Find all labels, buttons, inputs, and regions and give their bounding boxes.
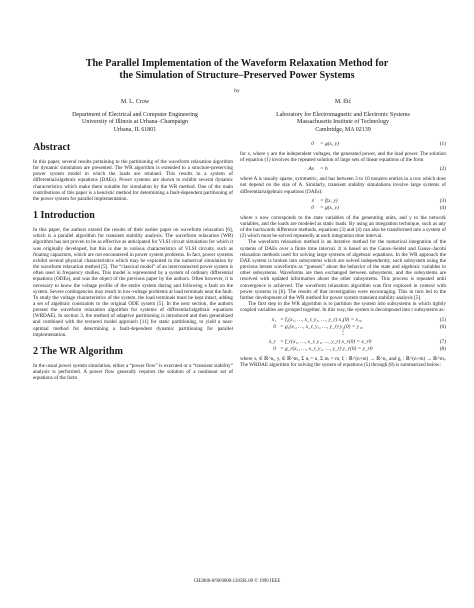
equation-lhs: 0 xyxy=(273,324,276,331)
section-2-text: In the usual power system simulation, either a “power flow” is executed or a “transient stability” analysis is performed. A power flow generally requires the solution of a nonlinear set of equations of the form xyxy=(33,362,233,382)
paragraph-5: The first step in the WR algorithm is to partition the system into subsystems in which tightly coupled variables are grouped together. In this way, the system is decomposed into r subsystems as: xyxy=(240,300,446,314)
vertical-dots: ⋮ xyxy=(340,330,346,337)
equation-rhs: = f(x, y) xyxy=(320,197,338,204)
author-block-1 xyxy=(30,99,240,134)
by-line: by xyxy=(234,88,240,94)
equation-number: (5) xyxy=(439,317,446,324)
equation-lhs: 0 xyxy=(311,204,314,211)
title-line-1: The Parallel Implementation of the Waveform Relaxation Method for xyxy=(85,58,389,69)
author-org: Massachusetts Institute of Technology xyxy=(297,119,389,126)
equation-number: (6) xyxy=(439,324,446,331)
equation-lhs: ẋ₁ xyxy=(271,317,276,324)
author-block-2 xyxy=(238,99,448,134)
equation-lhs: ẋ xyxy=(311,197,314,204)
equation-number: (4) xyxy=(439,204,446,211)
author-dept: Department of Electrical and Computer Engineering xyxy=(72,112,198,119)
right-column xyxy=(240,141,446,369)
equation-rhs: = b xyxy=(320,166,328,173)
equation-1 xyxy=(240,141,446,148)
section-2-heading: 2 The WR Algorithm xyxy=(33,345,123,357)
equation-number: (2) xyxy=(439,166,446,173)
equation-rhs: = g(x, y) xyxy=(320,141,339,147)
equation-lhs: 0 xyxy=(273,346,276,353)
abstract-heading: Abstract xyxy=(33,142,71,153)
section-1-heading: 1 Introduction xyxy=(33,210,95,222)
left-column xyxy=(33,142,233,381)
section-1-text: In this paper, the authors extend the results of their earlier paper on waveform relaxation [6], which is a parallel algorithm for transient stability analysis. The waveform relaxation (WR) algorithm has not proven to be as effective as anticipated for VLSI circuit simulation for which it was originally developed, but this is due to various characteristics of VLSI circuits, such as floating capacitors, which are not encountered in power system problems. In fact, power systems exhibit several physical characteristics which may be exploited in the numerical simulation by the waveform relaxation method [5]. The “classical model” of an interconnected power system is often used in frequency studies. This model is represented by a system of ordinary differential equations (ODEs), and was the object of the previous paper by the authors. Often however, it is necessary to know the voltage profile of the entire system during and following a fault on the system. Severe contingencies may result in low-voltage problems at load terminals near the fault. To study the voltage characteristics of the system, the load terminals must be kept intact, adding a set of algebraic constraints to the original ODE system [5]. In the next section, the authors present the waveform relaxation algorithm for systems of differential/algebraic equations (WRDAE). In section 3, the method of adaptive partitioning is introduced and then generalized and combined with the textured model approach [11] for static partitioning, to yield a near-optimal method for determining a fault-dependent dynamic partitioning for parallel implementation. xyxy=(33,227,233,338)
equation-lhs: 0 xyxy=(311,141,314,147)
equation-rhs: = g_r(x₁, …, x_r, y₁, …, y_r) y_r(0) = y_r0 xyxy=(280,346,373,353)
equation-lhs: Ax xyxy=(308,166,314,173)
paragraph-3: where x now corresponds to the state variables of the generating units, and y to the network variables, and the loads are modeled as static loads. By using an integration technique, such as any of the backwards difference methods, equations (3) and (4) can also be transformed into a system of (2) which must be solved repeatedly at each integration time interval. xyxy=(240,214,446,240)
paragraph-1: for x, where y are the independent voltages, the generated power, and the load power. The solution of equation (1) involves the repeated solution of large sets of linear equations of the form xyxy=(240,151,446,164)
paragraph-6: where xᵢ ∈ ℝ^nᵢ, yᵢ ∈ ℝ^mᵢ, Σ nᵢ = n, Σ mᵢ = m, fᵢ : ℝ^(n+m) → ℝ^nᵢ, and gᵢ : ℝ^(n+m) → ℝ^mᵢ. The WRDAE algorithm for solving the system of equations (5) through (8) is summarized below: xyxy=(240,356,446,369)
author-name: M. L. Crow xyxy=(120,99,150,105)
author-city: Urbana, IL 61801 xyxy=(113,126,157,133)
equation-rhs: = g₁(x₁, …, x_r, y₁, …, y_r) y₁(0) = y₁₀ xyxy=(280,324,363,331)
abstract-text: In this paper, several results pertaining to the partitioning of the waveform relaxation algorithm for dynamic simulation are presented. The WR algorithm is extended to a structure-preserving power system model in which the loads are retained. This results in a system of differential/algebraic equations (DAEs). Power systems are shown to exhibit several dynamic characteristics which make them suitable for simulation by the WR method. One of the main contributions of this paper is a heuristic method for determining a fault-dependent partitioning of the power system for parallel implementation. xyxy=(33,159,233,202)
author-city: Cambridge, MA 02139 xyxy=(315,126,371,133)
author-name: M. Ilić xyxy=(334,99,352,105)
author-org: University of Illinois at Urbana–Champaign xyxy=(82,119,188,126)
equation-lhs: ẋ_r xyxy=(268,339,276,346)
equation-2 xyxy=(240,166,446,173)
equation-4 xyxy=(240,205,446,212)
author-dept: Laboratory for Electromagnetic and Electronic Systems xyxy=(276,112,410,119)
equation-number: (7) xyxy=(439,339,446,346)
page-footer: CH2868-8/90/0000-1205$1.00 © 1990 IEEE xyxy=(193,579,281,584)
equation-3 xyxy=(240,198,446,205)
paragraph-4: The waveform relaxation method is an iterative method for the numerical integration of the systems of DAEs over a finite time interval. It is based on the Gauss–Seidel and Gauss–Jacobi relaxation methods used for solving large systems of algebraic equations. In the WR approach the DAE system is broken into subsystems which are solved independently, each subsystem using the previous iterate waveforms as “guesses” about the behavior of the state and algebraic variables in other subsystems. Waveforms are then exchanged between subsystems, and the subsystems are resolved with updated information about the other subsystems. This process is repeated until convergence is achieved. The waveform relaxation algorithm was first explored in context with power systems in [6]. The results of that investigation were encouraging. This in turn led to the further development of the WR method for power system transient stability analysis [5]. xyxy=(240,239,446,301)
equation-rhs: = f_r(x₁, …, x_r, y₁, …, y_r) x_r(0) = x_r0 xyxy=(280,339,372,346)
equation-number: (8) xyxy=(439,346,446,353)
paragraph-2: where A is usually sparse, symmetric, and has between 3 to 10 nonzero entries in a row which does not depend on the size of A. Similarly, transient stability simulations involve large systems of differential/algebraic equations (DAEs): xyxy=(240,176,446,195)
paper-title xyxy=(40,58,434,82)
equation-number: (3) xyxy=(439,197,446,204)
equation-rhs: = f₁(x₁, …, x_r, y₁, …, y_r) x₁(0) = x₁₀ xyxy=(280,317,362,324)
equation-8 xyxy=(240,346,446,353)
equation-number: (1) xyxy=(439,141,446,147)
equation-rhs: = g(x, y) xyxy=(320,204,339,211)
title-line-2: the Simulation of Structure–Preserved Power Systems xyxy=(119,70,355,81)
